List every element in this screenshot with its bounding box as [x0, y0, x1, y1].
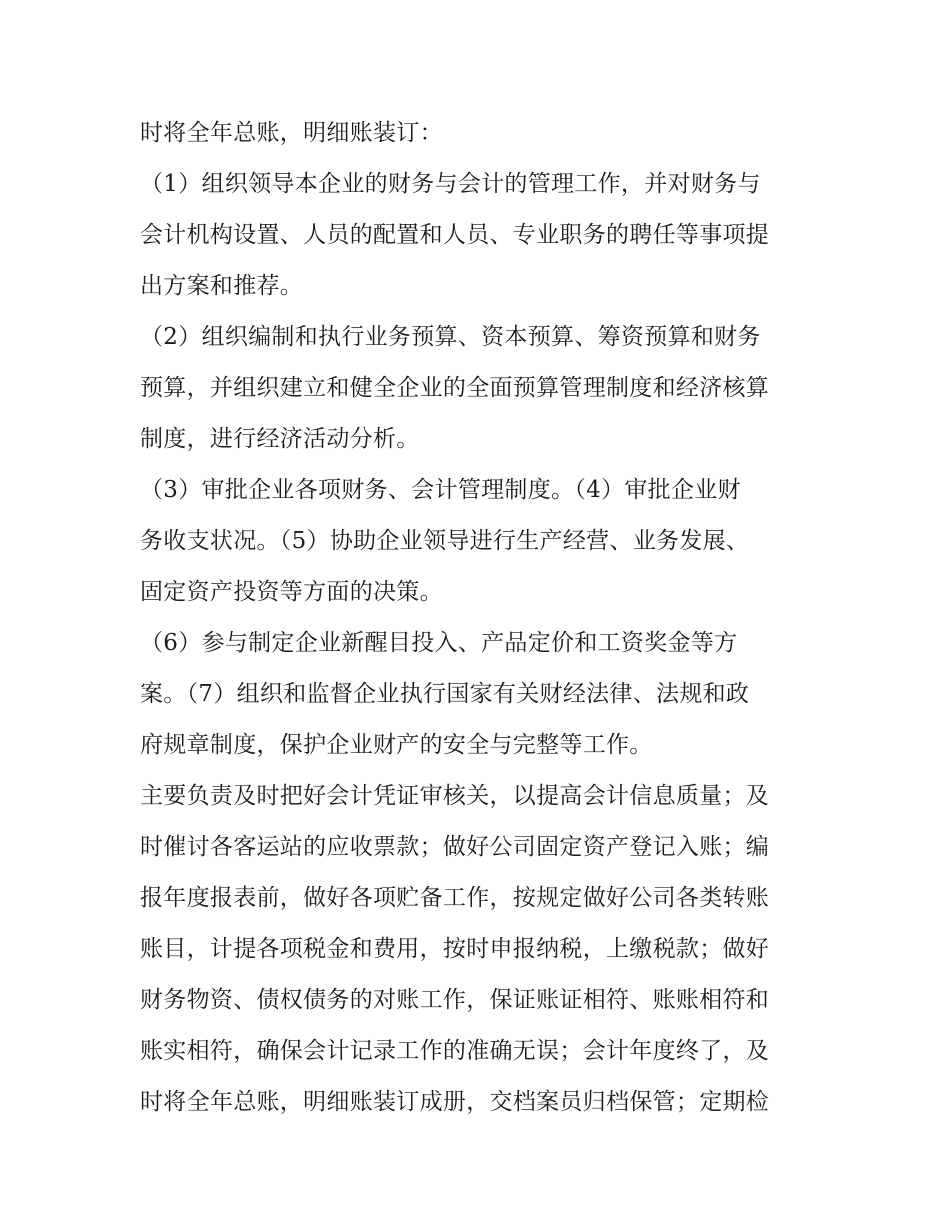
text-line: 时催讨各客运站的应收票款；做好公司固定资产登记入账；编 [140, 834, 770, 860]
text-line: 会计机构设置、人员的配置和人员、专业职务的聘任等事项提 [140, 222, 770, 248]
text-line: 府规章制度，保护企业财产的安全与完整等工作。 [140, 732, 653, 758]
text-line: （2）组织编制和执行业务预算、资本预算、筹资预算和财务 [140, 324, 761, 350]
text-line: 务收支状况。（5）协助企业领导进行生产经营、业务发展、 [140, 528, 750, 554]
text-line: 制度，进行经济活动分析。 [140, 426, 420, 452]
text-line: 时将全年总账，明细账装订： [140, 120, 443, 146]
text-line: 报年度报表前，做好各项贮备工作，按规定做好公司各类转账 [140, 885, 770, 911]
text-line: 账目，计提各项税金和费用，按时申报纳税，上缴税款；做好 [140, 936, 770, 962]
text-line: （3）审批企业各项财务、会计管理制度。（4）审批企业财 [140, 477, 741, 503]
text-line: 预算，并组织建立和健全企业的全面预算管理制度和经济核算 [140, 375, 770, 401]
text-line: 案。（7）组织和监督企业执行国家有关财经法律、法规和政 [140, 681, 750, 707]
text-line: 时将全年总账，明细账装订成册，交档案员归档保管；定期检 [140, 1089, 770, 1115]
text-line: 主要负责及时把好会计凭证审核关，以提高会计信息质量；及 [140, 783, 770, 809]
text-line: （1）组织领导本企业的财务与会计的管理工作，并对财务与 [140, 171, 761, 197]
text-line: 账实相符，确保会计记录工作的准确无误；会计年度终了，及 [140, 1038, 770, 1064]
text-line: 出方案和推荐。 [140, 273, 304, 299]
text-line: 财务物资、债权债务的对账工作，保证账证相符、账账相符和 [140, 987, 770, 1013]
text-line: （6）参与制定企业新醒目投入、产品定价和工资奖金等方 [140, 630, 738, 656]
document-body [140, 108, 830, 1128]
text-line: 固定资产投资等方面的决策。 [140, 579, 443, 605]
